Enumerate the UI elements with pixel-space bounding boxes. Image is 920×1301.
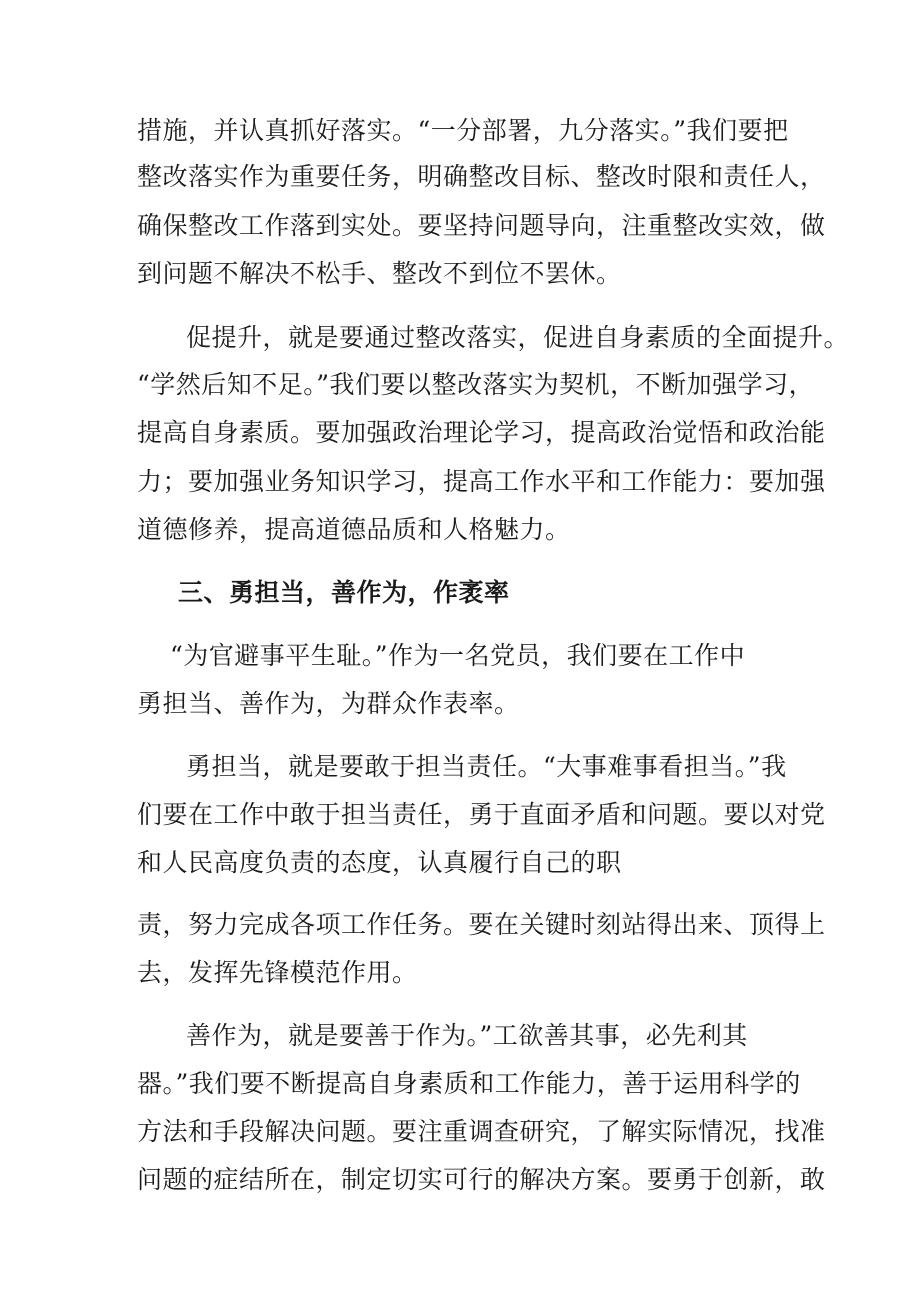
text-line: 促提升，就是要通过整改落实，促进自身素质的全面提升。 [186, 323, 850, 352]
text-line: 勇担当、善作为，为群众作表率。 [137, 689, 520, 718]
text-line: 整改落实作为重要任务，明确整改目标、整改时限和责任人， [137, 162, 826, 191]
text-line: 勇担当，就是要敢于担当责任。“大事难事看担当。”我 [186, 752, 787, 781]
section-heading: 三、勇担当，善作为，作袤率 [178, 578, 510, 607]
text-line: 提高自身素质。要加强政治理论学习，提高政治觉悟和政治能 [137, 418, 826, 447]
text-line: 确保整改工作落到实处。要坚持问题导向，注重整改实效，做 [137, 211, 826, 240]
text-line: 们要在工作中敢于担当责任，勇于直面矛盾和问题。要以对党 [137, 800, 826, 829]
text-line: “学然后知不足。”我们要以整改落实为契机，不断加强学习， [137, 370, 815, 399]
text-line: 道德修养，提高道德品质和人格魅力。 [137, 515, 571, 544]
text-line: 善作为，就是要善于作为。”工欲善其事，必先利其 [186, 1021, 748, 1050]
text-line: 力；要加强业务知识学习，提高工作水平和工作能力：要加强 [137, 467, 826, 496]
text-line: 方法和手段解决问题。要注重调查研究，了解实际情况，找准 [137, 1117, 826, 1146]
text-line: 和人民高度负责的态度，认真履行自己的职 [137, 848, 622, 877]
text-line: 到问题不解决不松手、整改不到位不罢休。 [137, 259, 622, 288]
text-line: “为官避事平生耻。”作为一名党员，我们要在工作中 [170, 641, 746, 670]
text-line: 去，发挥先锋模范作用。 [137, 958, 418, 987]
text-line: 器。”我们要不断提高自身素质和工作能力，善于运用科学的 [137, 1069, 801, 1098]
text-line: 问题的症结所在，制定切实可行的解决方案。要勇于创新，敢 [137, 1165, 826, 1194]
text-line: 责，努力完成各项工作任务。要在关键时刻站得出来、顶得上 [137, 910, 826, 939]
text-line: 措施，并认真抓好落实。“一分部署，九分落实。”我们要把 [137, 116, 789, 145]
